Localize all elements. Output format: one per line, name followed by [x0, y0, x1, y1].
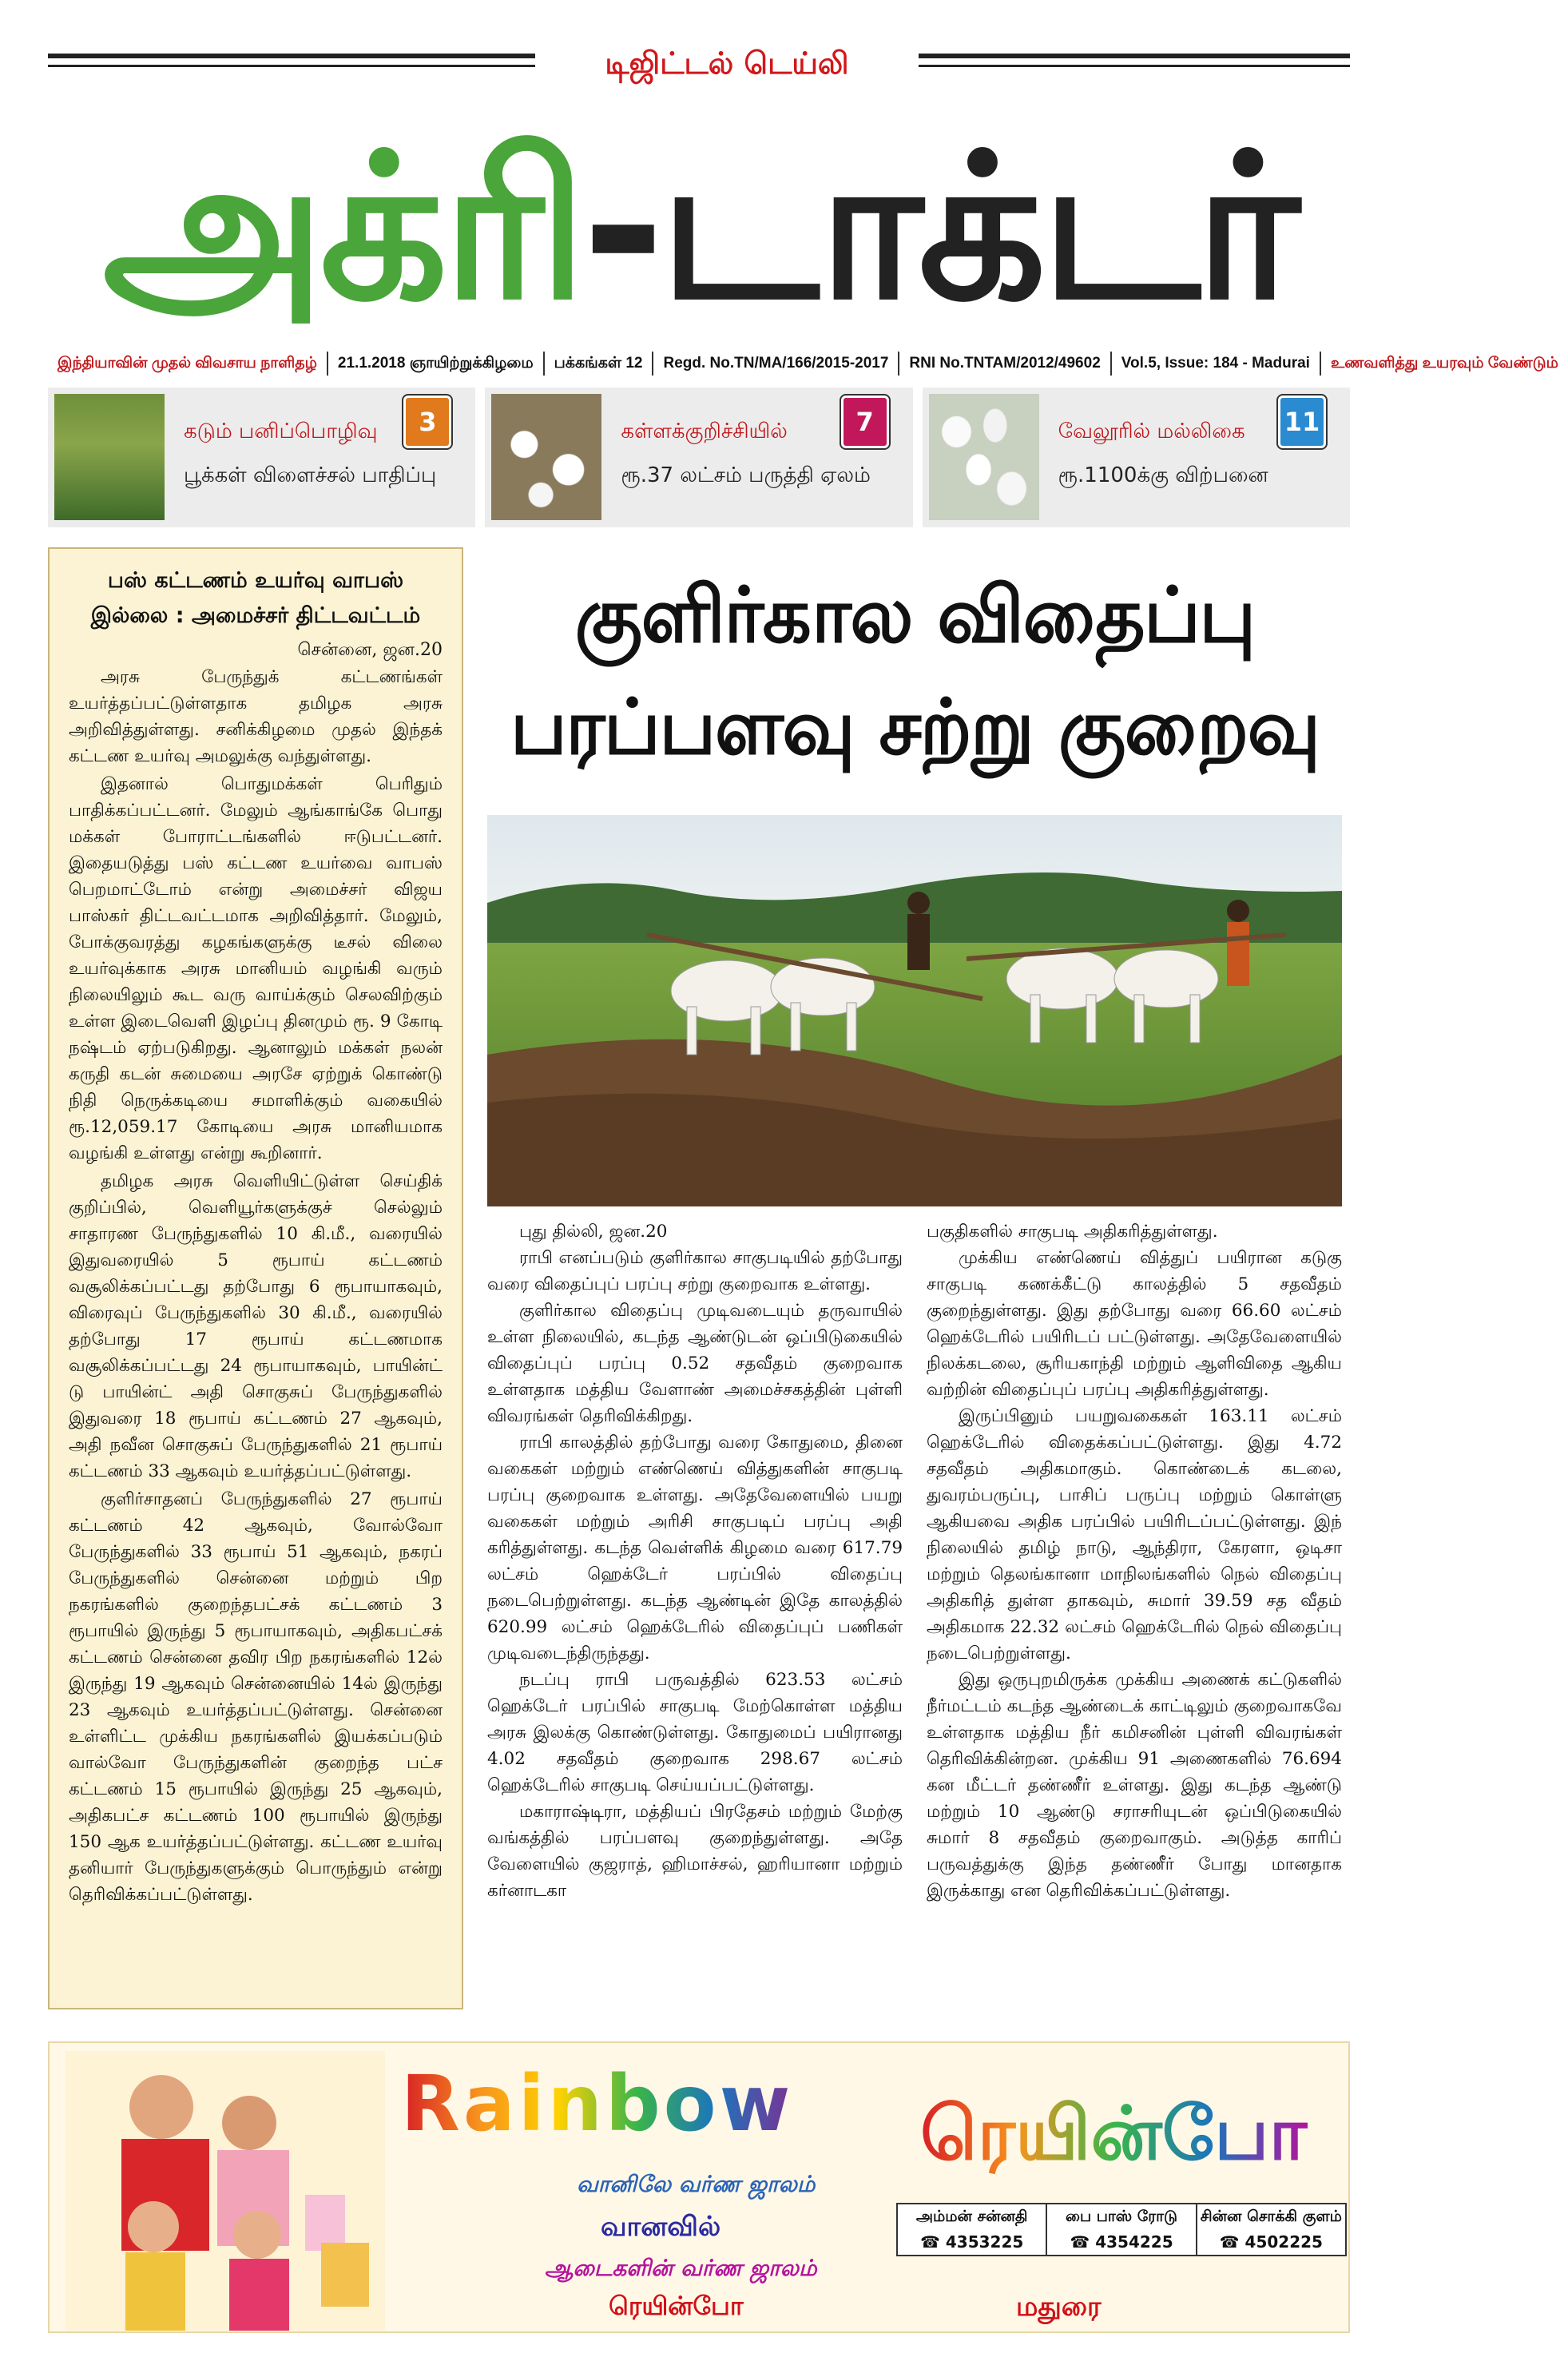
lead-photo	[487, 815, 1342, 1206]
teaser-page-badge: 11	[1278, 395, 1326, 448]
lead-paragraph: மகாராஷ்டிரா, மத்தியப் பிரதேசம் மற்றும் மேற்கு வங்கத்தில் பரப்பளவு குறைந்துள்ளது. அதே வேளையில் குஜராத், ஹிமாச்சல், ஹரியானா மற்றும் கர்னாடகா	[487, 1802, 903, 1901]
info-date: 21.1.2018 ஞாயிற்றுக்கிழமை	[328, 352, 545, 376]
lead-paragraph: இருப்பினும் பயறுவகைகள் 163.11 லட்சம் ஹெக்டேரில் விதைக்கப்பட்டுள்ளது. இது 4.72 சதவீதம் அதிகமாகும். கொண்டைக் கடலை, துவரம்பருப்பு, பாசிப் பருப்பு மற்றும் கொள்ளு ஆகியவை அதிக பரப்பில் பயிரிடப்பட்டுள்ளது. இந் நிலையில் தமிழ் நாடு, ஆந்திரா, கேரளா, ஒடிசா மற்றும் தெலங்கானா மாநிலங்களில் நெல் விதைப்பு அதிகரித் துள்ள தாகவும், சுமார் 39.59 சத வீதம் அதிகமாக 22.32 லட்சம் ஹெக்டேரில் நெல் விதைப்பு நடைபெற்றுள்ளது.	[927, 1406, 1342, 1663]
lead-paragraph: நடப்பு ராபி பருவத்தில் 623.53 லட்சம் ஹெக்டேர் பரப்பில் சாகுபடி மேற்கொள்ள மத்திய அரசு இலக்கு கொண்டுள்ளது. கோதுமைப் பயிரானது 4.02 சதவீதம் குறைவாக 298.67 லட்சம் ஹெக்டேரில் சாகுபடி செய்யப்பட்டுள்ளது.	[487, 1670, 903, 1795]
lead-paragraph: முக்கிய எண்ணெய் வித்துப் பயிரான கடுகு சாகுபடி கணக்கீட்டு காலத்தில் 5 சதவீதம் குறைந்துள்ளது. இது தற்போது வரை 66.60 லட்சம் ஹெக்டேரில் பயிரிடப் பட்டுள்ளது. அதேவேளையில் நிலக்கடலை, சூரியகாந்தி மற்றும் ஆளிவிதை ஆகிய வற்றின் விதைப்புப் பரப்பு அதிகரித்துள்ளது.	[927, 1248, 1342, 1400]
ad-tagline-2: வானவில்	[601, 2211, 721, 2243]
lead-paragraph: பகுதிகளில் சாகுபடி அதிகரித்துள்ளது.	[927, 1222, 1218, 1242]
branch-name: சின்ன சொக்கி குளம்	[1200, 2208, 1342, 2225]
teaser-subhead: ரூ.37 லட்சம் பருத்தி ஏலம்	[621, 463, 871, 487]
info-volume: Vol.5, Issue: 184 - Madurai	[1112, 352, 1321, 376]
teaser-thumbnail	[491, 394, 601, 520]
side-story-paragraph: இதனால் பொதுமக்கள் பெரிதும் பாதிக்கப்பட்டனர். மேலும் ஆங்காங்கே பொது மக்கள் போராட்டங்களில் ஈடுபட்டனர். இதையடுத்து பஸ் கட்டண உயர்வை வாபஸ் பெறமாட்டோம் என்று அமைச்சர் விஜய பாஸ்கர் திட்டவட்டமாக அறிவித்தார். மேலும், போக்குவரத்து கழகங்களுக்கு டீசல் விலை உயர்வுக்காக அரசு மானியம் வழங்கி வரும் நிலையிலும் கூட வரு வாய்க்கும் செலவிற்கும் உள்ள இடைவெளி இழப்பு தினமும் ரூ. 9 கோடி நஷ்டம் ஏற்படுகிறது. ஆனாலும் மக்கள் நலன் கருதி கடன் சுமையை அரசே ஏற்றுக் கொண்டு நிதி நெருக்கடியை சமாளிக்கும் வகையில் ரூ.12,059.17 கோடியை அரசு மானியமாக வழங்கி உள்ளது என்று கூறினார்.	[69, 774, 443, 1163]
branch-name: அம்மன் சன்னதி	[915, 2208, 1028, 2225]
branch-phone: ☎ 4502225	[1219, 2232, 1323, 2252]
teaser-subhead: ரூ.1100க்கு விற்பனை	[1058, 463, 1268, 487]
branch-phone: ☎ 4353225	[920, 2232, 1024, 2252]
brand-name-english	[401, 2059, 793, 2148]
side-story	[48, 547, 463, 2009]
family-shopping-image	[65, 2051, 385, 2331]
teaser-headline: கள்ளக்குறிச்சியில்	[621, 419, 788, 443]
brand-part-2: டாக்டர்	[660, 111, 1296, 344]
brand-name-tamil	[920, 2091, 1308, 2187]
ad-tagline-4: ரெயின்போ	[609, 2291, 744, 2321]
lead-headline	[487, 559, 1342, 783]
branch-item	[1047, 2204, 1197, 2255]
ad-city: மதுரை	[1016, 2291, 1102, 2323]
brand-separator: -	[582, 111, 661, 344]
ad-tagline-3: ஆடைகளின் வர்ண ஜாலம்	[545, 2255, 817, 2281]
edition-tagline: டிஜிட்டல் டெய்லி	[535, 44, 919, 82]
masthead-top-rule	[48, 44, 1350, 84]
side-story-paragraph: தமிழக அரசு வெளியிட்டுள்ள செய்திக் குறிப்பில், வெளியூர்களுக்குச் செல்லும் சாதாரண பேருந்துகளில் 10 கி.மீ., வரையில் இதுவரையில் 5 ரூபாய் கட்டணம் வசூலிக்கப்பட்டது தற்போது 6 ரூபாயாகவும், விரைவுப் பேருந்துகளில் 30 கி.மீ., வரையில் தற்போது 17 ரூபாய் கட்டணமாக வசூலிக்கப்பட்டது 24 ரூபாயாகவும், பாயின்ட் டு பாயின்ட் அதி சொகுசுப் பேருந்துகளில் இதுவரை 18 ரூபாய் கட்டணம் 27 ஆகவும், அதி நவீன சொகுசுப் பேருந்துகளில் 21 ரூபாய் கட்டணம் 33 ஆகவும் உயர்த்தப்பட்டுள்ளது.	[69, 1171, 443, 1481]
lead-paragraph: இது ஒருபுறமிருக்க முக்கிய அணைக் கட்டுகளில் நீர்மட்டம் கடந்த ஆண்டைக் காட்டிலும் குறைவாகவே உள்ளதாக மத்திய நீர் கமிசனின் புள்ளி விவரங்கள் தெரிவிக்கின்றன. முக்கிய 91 அணைகளில் 76.694 கன மீட்டர் தண்ணீர் உள்ளது. இது கடந்த ஆண்டு மற்றும் 10 ஆண்டு சராசரியுடன் ஒப்பிடுகையில் சுமார் 8 சதவீதம் குறைவாகும். அடுத்த காரிப் பருவத்துக்கு இந்த தண்ணீர் போது மானதாக இருக்காது என தெரிவிக்கப்பட்டுள்ளது.	[927, 1670, 1342, 1901]
teaser-page-badge: 7	[841, 395, 889, 448]
branch-name: பை பாஸ் ரோடு	[1065, 2208, 1177, 2225]
lead-paragraph: ராபி எனப்படும் குளிர்கால சாகுபடியில் தற்போது வரை விதைப்புப் பரப்பு சற்று குறைவாக உள்ளது.	[487, 1248, 903, 1294]
teaser-strip	[48, 388, 1350, 527]
side-story-paragraph: குளிர்சாதனப் பேருந்துகளில் 27 ரூபாய் கட்டணம் 42 ஆகவும், வோல்வோ பேருந்துகளில் 33 ரூபாய் 51 ஆகவும், நகரப் பேருந்துகளில் சென்னை மற்றும் பிற நகரங்களில் குறைந்தபட்சக் கட்டணம் 3 ரூபாயில் இருந்து 5 ரூபாயாகவும், அதிகபட்சக் கட்டணம் சென்னை தவிர பிற நகரங்களில் 12ல் இருந்து 19 ஆகவும் சென்னையில் 14ல் இருந்து 23 ஆகவும் உயர்த்தப்பட்டுள்ளது. சென்னை உள்ளிட்ட முக்கிய நகரங்களில் இயக்கப்படும் வால்வோ பேருந்துகளின் குறைந்த பட்ச கட்டணம் 15 ரூபாயில் இருந்து 25 ஆகவும், அதிகபட்ச கட்டணம் 100 ரூபாயில் இருந்து 150 ஆக உயர்த்தப்பட்டுள்ளது. கட்டண உயர்வு தனியார் பேருந்துகளுக்கும் பொருந்தும் என்று தெரிவிக்கப்பட்டுள்ளது.	[69, 1489, 443, 1905]
lead-column-1	[487, 1218, 903, 1904]
lead-column-2	[927, 1218, 1342, 1904]
side-story-dateline: சென்னை, ஜன.20	[297, 640, 443, 660]
lead-headline-line1: குளிர்கால விதைப்பு	[574, 570, 1255, 660]
brand-name-tamil-text: ரெயின்போ	[920, 2091, 1308, 2176]
masthead-info-bar	[48, 352, 1558, 376]
teaser-thumbnail	[929, 394, 1039, 520]
info-motto: இந்தியாவின் முதல் விவசாய நாளிதழ்	[48, 352, 328, 376]
ad-tagline-1: வானிலே வர்ண ஜாலம்	[577, 2171, 816, 2197]
teaser-item[interactable]	[923, 388, 1350, 527]
teaser-subhead: பூக்கள் விளைச்சல் பாதிப்பு	[184, 463, 437, 487]
side-story-title-line2: இல்லை : அமைச்சர் திட்டவட்டம்	[90, 603, 421, 628]
side-story-paragraph: அரசு பேருந்துக் கட்டணங்கள் உயர்த்தப்பட்டுள்ளதாக தமிழக அரசு அறிவித்துள்ளது. சனிக்கிழமை முதல் இந்தக் கட்டண உயர்வு அமலுக்கு வந்துள்ளது.	[69, 667, 443, 766]
brand-name-english-text: Rainbow	[401, 2059, 794, 2148]
branch-phone: ☎ 4354225	[1070, 2232, 1173, 2252]
info-rni: RNI No.TNTAM/2012/49602	[899, 352, 1111, 376]
branch-item	[1197, 2204, 1345, 2255]
rainbow-advertisement[interactable]	[48, 2041, 1350, 2333]
teaser-item[interactable]	[485, 388, 912, 527]
lead-headline-line2: பரப்பளவு சற்று குறைவு	[510, 682, 1320, 772]
branch-item	[898, 2204, 1047, 2255]
teaser-headline: வேலூரில் மல்லிகை	[1058, 419, 1245, 443]
side-story-title-line1: பஸ் கட்டணம் உயர்வு வாபஸ்	[107, 568, 404, 593]
newspaper-brand	[48, 112, 1350, 344]
teaser-thumbnail	[54, 394, 165, 520]
info-pages: பக்கங்கள் 12	[545, 352, 654, 376]
lead-paragraph: குளிர்கால விதைப்பு முடிவடையும் தருவாயில் உள்ள நிலையில், கடந்த ஆண்டுடன் ஒப்பிடுகையில் விதைப்புப் பரப்பு 0.52 சதவீதம் குறைவாக உள்ளதாக மத்திய வேளாண் அமைச்சகத்தின் புள்ளி விவரங்கள் தெரிவிக்கிறது.	[487, 1301, 903, 1426]
branch-list	[896, 2203, 1347, 2256]
info-slogan: உணவளித்து உயரவும் வேண்டும்	[1330, 355, 1558, 372]
ploughing-oxen-image	[487, 815, 1342, 1206]
teaser-page-badge: 3	[403, 395, 451, 448]
lead-dateline: புது தில்லி, ஜன.20	[519, 1222, 668, 1242]
brand-part-1: அக்ரி	[102, 111, 582, 344]
teaser-item[interactable]	[48, 388, 475, 527]
teaser-headline: கடும் பனிப்பொழிவு	[184, 419, 378, 443]
info-regd: Regd. No.TN/MA/166/2015-2017	[653, 352, 899, 376]
lead-paragraph: ராபி காலத்தில் தற்போது வரை கோதுமை, தினை வகைகள் மற்றும் எண்ணெய் வித்துகளின் சாகுபடி பரப்பு குறைவாக உள்ளது. அதேவேளையில் பயறு வகைகள் மற்றும் அரிசி சாகுபடிப் பரப்பு அதி கரித்துள்ளது. கடந்த வெள்ளிக் கிழமை வரை 617.79 லட்சம் ஹெக்டேர் பரப்பில் விதைப்பு நடைபெற்றுள்ளது. கடந்த ஆண்டின் இதே காலத்தில் 620.99 லட்சம் ஹெக்டேரில் விதைப்புப் பணிகள் முடிவடைந்திருந்தது.	[487, 1433, 903, 1663]
